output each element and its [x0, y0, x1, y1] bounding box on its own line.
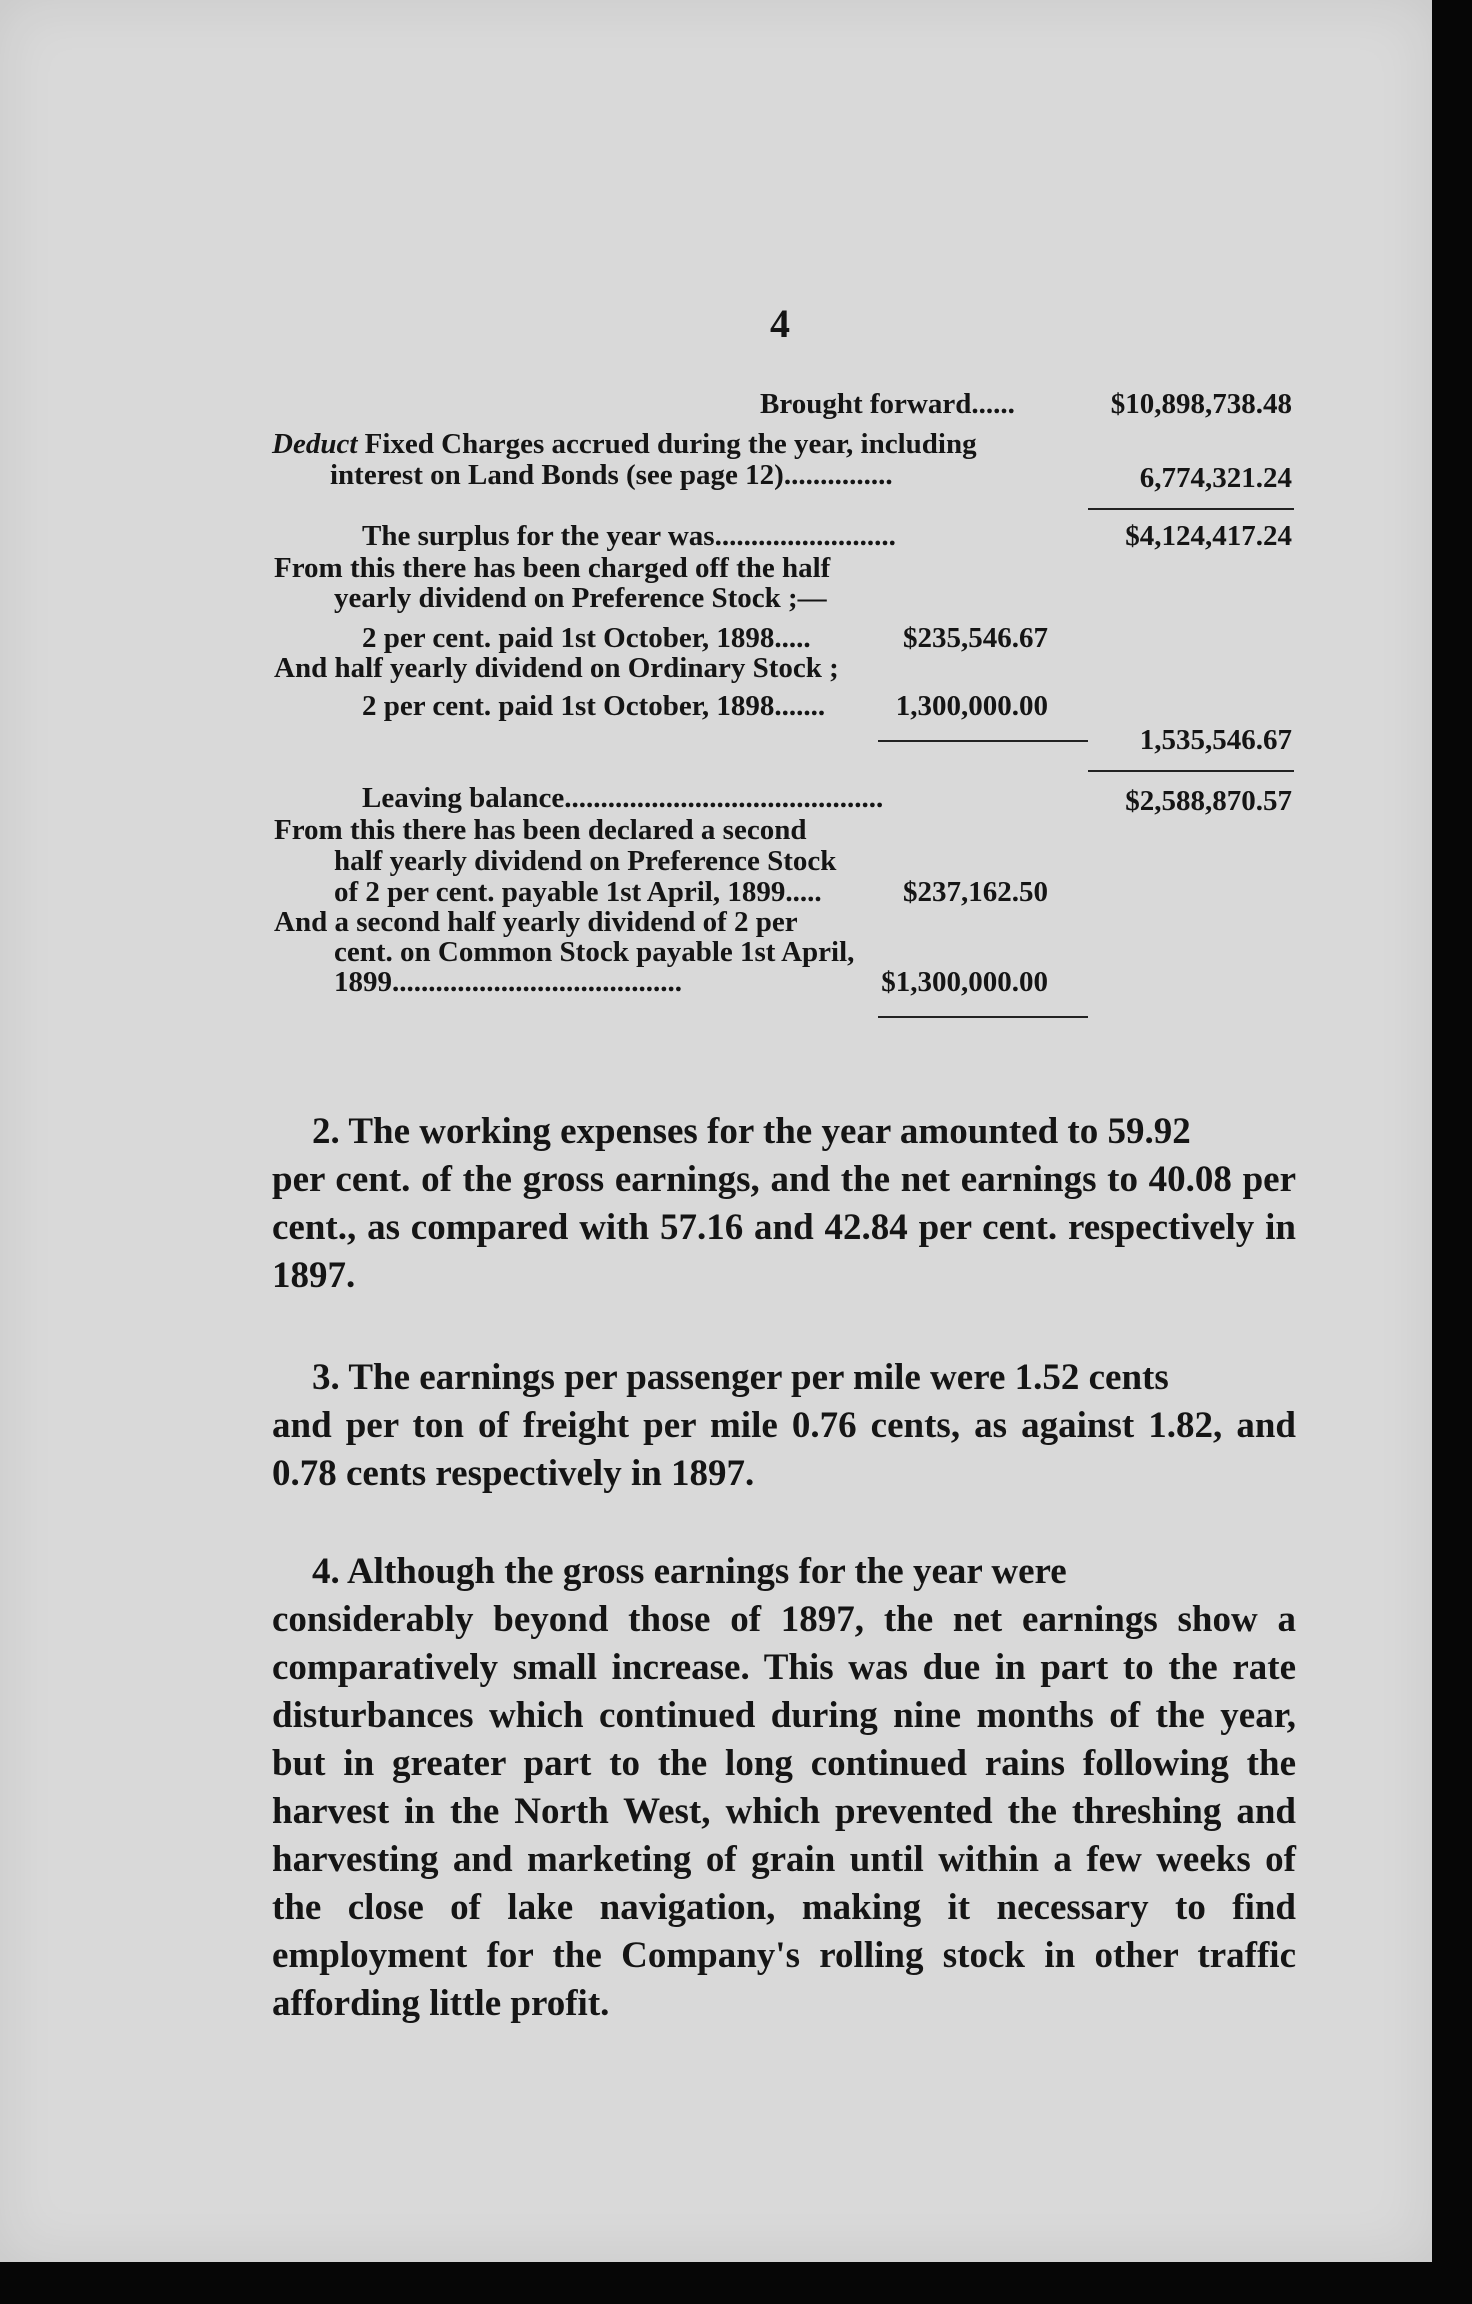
paragraph-4-body: considerably beyond those of 1897, the net earnings show a comparatively small increase. This was due in part to the rate disturbances which continued during nine months of the year, but in greater part to the long continued rains following the harvest in the North West, which prevented the threshing and harvesting and marketing of grain until within a few weeks of the close of lake navigation, making it necessary to find employment for the Company's rolling stock in other traffic affording little profit.: [272, 1599, 1296, 2024]
paragraph-3: [272, 1354, 1296, 1498]
pref-paid-amount: $235,546.67: [903, 622, 1048, 654]
surplus-label: The surplus for the year was.........................: [362, 520, 896, 552]
ord-paid-amount: 1,300,000.00: [895, 690, 1048, 722]
deduct-line-1: [272, 428, 977, 460]
brought-forward-label: Brought forward......: [760, 388, 1015, 420]
rule-subtotal-1: [1088, 508, 1294, 510]
common-amount: $1,300,000.00: [881, 966, 1048, 998]
surplus-amount: $4,124,417.24: [1125, 520, 1292, 552]
total-dividends-amount: 1,535,546.67: [1139, 724, 1292, 756]
paragraph-4: [272, 1548, 1296, 2028]
common-line-2: cent. on Common Stock payable 1st April,: [334, 936, 855, 968]
ord-paid-label: 2 per cent. paid 1st October, 1898.......: [362, 690, 826, 722]
common-line-1: And a second half yearly dividend of 2 per: [274, 906, 798, 938]
paragraph-2-line-1: 2. The working expenses for the year amounted to 59.92: [312, 1111, 1191, 1152]
rule-dividend-sum: [878, 740, 1088, 742]
common-line-3: 1899........................................: [334, 966, 682, 998]
charged-line-1: From this there has been charged off the half: [274, 552, 831, 584]
deduct-amount: 6,774,321.24: [1139, 462, 1292, 494]
rule-subtotal-2: [1088, 770, 1294, 772]
rule-final: [878, 1016, 1088, 1018]
declared-amount: $237,162.50: [903, 876, 1048, 908]
charged-line-2: yearly dividend on Preference Stock ;—: [334, 582, 827, 614]
declared-line-2: half yearly dividend on Preference Stock: [334, 845, 837, 877]
deduct-line-2: interest on Land Bonds (see page 12)...............: [330, 459, 893, 491]
page-number: 4: [770, 301, 790, 346]
scan-edge-right: [1432, 0, 1472, 2304]
ordinary-line: And half yearly dividend on Ordinary Stock ;: [274, 652, 839, 684]
deduct-word: Deduct: [272, 428, 358, 460]
deduct-line-1-text: Fixed Charges accrued during the year, including: [357, 428, 977, 460]
scan-edge-bottom: [0, 2262, 1472, 2304]
declared-line-3: of 2 per cent. payable 1st April, 1899.....: [334, 876, 822, 908]
leaving-label: Leaving balance............................................: [362, 782, 884, 814]
paragraph-2: [272, 1108, 1296, 1300]
brought-forward-amount: $10,898,738.48: [1110, 388, 1292, 420]
leaving-amount: $2,588,870.57: [1125, 785, 1292, 817]
paragraph-3-line-1: 3. The earnings per passenger per mile were 1.52 cents: [312, 1357, 1169, 1398]
paragraph-4-line-1: 4. Although the gross earnings for the year were: [312, 1551, 1067, 1592]
pref-paid-label: 2 per cent. paid 1st October, 1898.....: [362, 622, 811, 654]
paragraph-3-body: and per ton of freight per mile 0.76 cents, as against 1.82, and 0.78 cents respectively in 1897.: [272, 1405, 1296, 1494]
paragraph-2-body: per cent. of the gross earnings, and the net earnings to 40.08 per cent., as compared with 57.16 and 42.84 per cent. respectively in 1897.: [272, 1159, 1296, 1296]
declared-line-1: From this there has been declared a second: [274, 814, 807, 846]
